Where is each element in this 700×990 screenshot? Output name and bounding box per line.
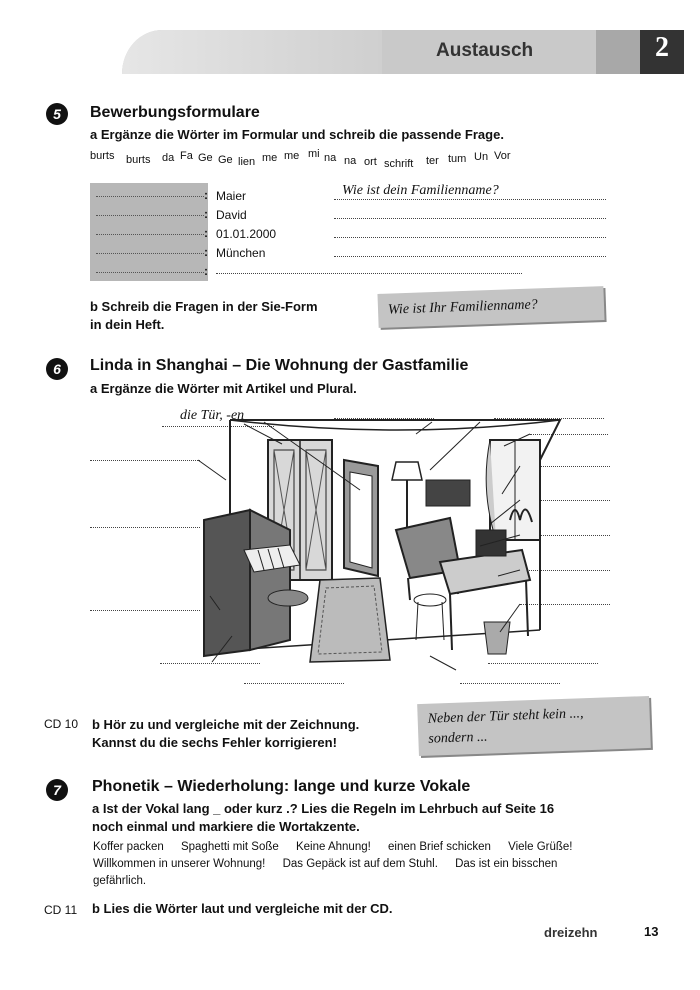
task-number-7: 7	[46, 779, 68, 801]
chair-icon	[414, 594, 446, 640]
phrase: gefährlich.	[93, 875, 147, 887]
door-icon	[344, 460, 378, 576]
task6-title: Linda in Shanghai – Die Wohnung der Gastfamilie	[90, 357, 469, 374]
task5-title: Bewerbungsformulare	[90, 104, 260, 121]
rug-icon	[310, 578, 390, 662]
task-number-5: 5	[46, 103, 68, 125]
form-value-blank[interactable]	[216, 273, 522, 274]
task7-instruction-b: b Lies die Wörter laut und vergleiche mit der CD.	[92, 901, 393, 916]
syllable: na	[344, 155, 357, 167]
syllable: me	[284, 150, 300, 162]
phrase: Das Gepäck ist auf dem Stuhl.	[282, 858, 438, 870]
task5-instruction-a: a Ergänze die Wörter im Formular und schreib die passende Frage.	[90, 127, 504, 142]
task5-instruction-b-line2: in dein Heft.	[90, 317, 165, 332]
task7-title: Phonetik – Wiederholung: lange und kurze Vokale	[92, 778, 471, 795]
task-number-6: 6	[46, 358, 68, 380]
syllable: burts	[126, 154, 151, 166]
error-note-line2: sondern ...	[428, 729, 488, 747]
task5-instruction-b-line1: b Schreib die Fragen in der Sie-Form	[90, 299, 318, 314]
example-word: die Tür, -en	[180, 408, 245, 423]
syllable: da	[162, 152, 175, 164]
room-illustration	[160, 400, 620, 690]
header-band-dark	[596, 30, 640, 74]
form-value-surname: Maier	[216, 189, 247, 203]
syllable: Ge	[218, 154, 233, 166]
form-colon: :	[204, 245, 208, 259]
form-label-blank[interactable]	[96, 223, 204, 235]
question-line[interactable]	[334, 199, 606, 200]
question-line[interactable]	[334, 256, 606, 257]
syllable: Fa	[180, 150, 193, 162]
form-colon: :	[204, 264, 208, 278]
syllable: Ge	[198, 152, 213, 164]
syllable: schrift	[384, 158, 414, 170]
form-colon: :	[204, 207, 208, 221]
cd-11-label: CD 11	[44, 903, 78, 917]
error-note-line1: Neben der Tür steht kein ...,	[427, 706, 584, 727]
chapter-title: Austausch	[436, 40, 534, 61]
form-label-blank[interactable]	[96, 204, 204, 216]
phrase: Koffer packen	[93, 841, 164, 853]
window-icon	[486, 440, 540, 540]
syllable: me	[262, 152, 278, 164]
sie-form-note-text: Wie ist Ihr Familienname?	[387, 297, 538, 318]
picture-icon	[426, 480, 470, 506]
form-label-blank[interactable]	[96, 185, 204, 197]
syllable-list	[90, 150, 610, 180]
wastebasket-icon	[484, 622, 510, 654]
task7-instruction-a-line2: noch einmal und markiere die Wortakzente.	[92, 819, 360, 834]
phrase: Viele Grüße!	[508, 841, 573, 853]
task6-instruction-b-line1: b Hör zu und vergleiche mit der Zeichnung.	[92, 717, 360, 732]
syllable: lien	[238, 156, 256, 168]
phrase: einen Brief schicken	[388, 841, 491, 853]
phrase: Spaghetti mit Soße	[180, 841, 279, 853]
syllable: ort	[364, 156, 377, 168]
phonetics-phrases	[93, 839, 653, 890]
form-value-birthplace: München	[216, 246, 266, 260]
example-answer: Wie ist dein Familienname?	[342, 183, 499, 198]
sie-form-note	[377, 286, 604, 328]
phrase: Willkommen in unserer Wohnung!	[93, 858, 266, 870]
syllable: Un	[474, 151, 489, 163]
task7-instruction-a-line1: a Ist der Vokal lang _ oder kurz .? Lies die Regeln im Lehrbuch auf Seite 16	[92, 801, 555, 816]
form-value-birthdate: 01.01.2000	[216, 227, 277, 241]
syllable: na	[324, 152, 337, 164]
page-number: 13	[644, 924, 659, 939]
header-band-light	[122, 30, 382, 74]
question-line[interactable]	[334, 237, 606, 238]
phrase: Das ist ein bisschen	[455, 858, 558, 870]
form-label-blank[interactable]	[96, 261, 204, 273]
cd-10-label: CD 10	[44, 717, 79, 731]
syllable: Vor	[494, 150, 511, 162]
syllable: mi	[308, 148, 320, 160]
phrase: Keine Ahnung!	[295, 841, 371, 853]
form-value-firstname: David	[216, 208, 247, 222]
task6-instruction-b-line2: Kannst du die sechs Fehler korrigieren!	[92, 735, 337, 750]
chapter-number: 2	[655, 32, 669, 63]
question-line[interactable]	[334, 218, 606, 219]
task6-instruction-a: a Ergänze die Wörter mit Artikel und Plural.	[90, 381, 357, 396]
syllable: tum	[448, 153, 467, 165]
page-number-word: dreizehn	[544, 925, 598, 940]
form-colon: :	[204, 188, 208, 202]
form-label-blank[interactable]	[96, 242, 204, 254]
syllable: ter	[426, 155, 439, 167]
error-note	[417, 696, 651, 756]
form-colon: :	[204, 226, 208, 240]
syllable: burts	[90, 150, 115, 162]
